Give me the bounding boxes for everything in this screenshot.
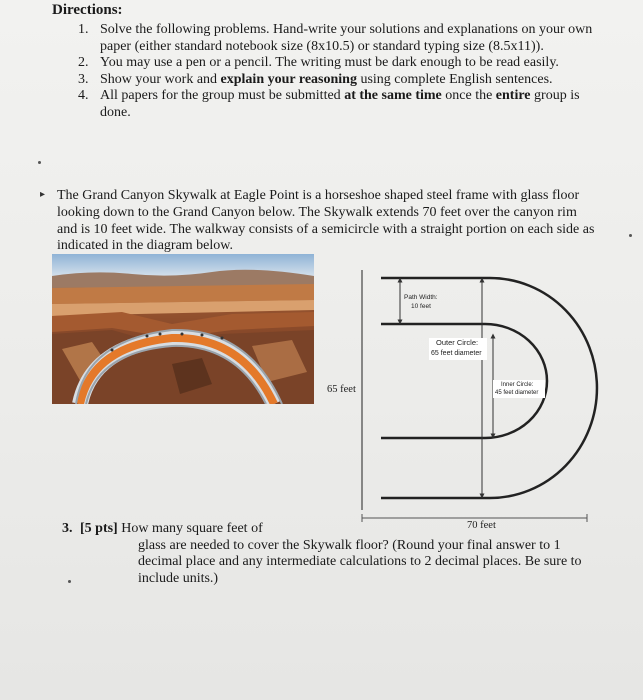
directions-heading: Directions: <box>52 2 123 18</box>
direction-item-2 <box>78 55 598 72</box>
outer-curve <box>381 278 597 498</box>
item-text: You may use a pen or a pencil. The writing must be dark enough to be read easily. <box>100 55 559 70</box>
item-number: 3. <box>78 71 89 87</box>
length-label: 70 feet <box>467 520 496 531</box>
item-number: 4. <box>78 88 89 103</box>
problem-description: The Grand Canyon Skywalk at Eagle Point is a horseshoe shaped steel frame with glass floor looking down to the Grand Canyon below. The Skywalk extends 70 feet over the canyon rim and is 10 feet wide. The walkway consists of a semicircle with a straight portion on each side as indicated in the diagram below. <box>57 188 595 254</box>
question-points: [5 pts] <box>80 521 118 536</box>
bullet-icon: ▸ <box>40 189 46 200</box>
paper-speck <box>629 234 632 237</box>
item-bold: at the same time <box>344 88 442 103</box>
item-text-b: once the <box>441 88 496 103</box>
paper-speck <box>38 161 41 164</box>
height-label: 65 feet <box>327 384 356 395</box>
item-bold: explain your reasoning <box>220 71 357 87</box>
item-text-c: group is done. <box>100 88 580 120</box>
outer-circle-value: 65 feet diameter <box>431 350 482 357</box>
directions-list <box>78 22 598 121</box>
paper-speck <box>68 580 71 583</box>
question-number: 3. <box>62 521 73 536</box>
item-number: 2. <box>78 55 89 70</box>
direction-item-1 <box>78 22 598 55</box>
direction-item-4 <box>78 88 598 121</box>
question-text-rest: glass are needed to cover the Skywalk floor? (Round your final answer to 1 decimal place and any intermediate calculations to 2 decimal places. Be sure to include units.) <box>138 537 582 586</box>
item-text-b: using complete English sentences. <box>356 71 553 87</box>
horseshoe-diagram <box>325 262 615 534</box>
direction-item-3 <box>78 72 598 89</box>
outer-circle-label: Outer Circle: <box>436 338 479 347</box>
path-width-value: 10 feet <box>411 303 431 310</box>
skywalk-diagram <box>325 262 615 534</box>
item-text-a: All papers for the group must be submitted <box>100 88 345 103</box>
inner-circle-value: 45 feet diameter <box>495 390 539 396</box>
canyon-skywalk-image <box>52 254 314 404</box>
path-width-label: Path Width: <box>404 294 438 301</box>
item-text: Solve the following problems. Hand-write your solutions and explanations on your own paper (either standard notebook size (8x10.5) or standard typing size (8.5x11)). <box>100 22 593 54</box>
item-bold-2: entire <box>495 88 531 103</box>
question-text-start: How many square feet of <box>121 521 263 536</box>
item-number: 1. <box>78 22 89 37</box>
question-3 <box>62 521 582 587</box>
question-line-1 <box>80 521 582 538</box>
skywalk-photo <box>52 254 314 404</box>
inner-circle-label: Inner Circle: <box>501 382 534 388</box>
item-text-a: Show your work and <box>100 71 221 87</box>
